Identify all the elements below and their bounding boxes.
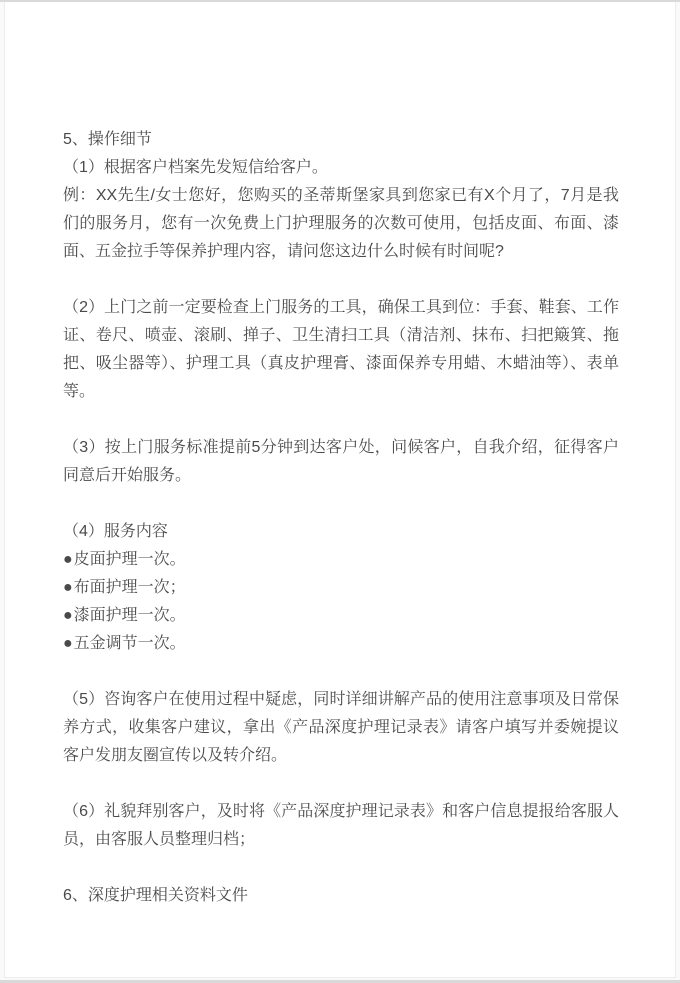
section-heading [63, 126, 619, 154]
bullet-item [63, 630, 619, 658]
bullet-item [63, 546, 619, 574]
text-line: 例：XX先生/女士您好，您购买的圣蒂斯堡家具到您家已有X个月了，7月是我们的服务月，您有一次免费上门护理服务的次数可使用，包括皮面、布面、漆面、五金拉手等保养护理内容，请问您这边什么时候有时间呢? [63, 187, 619, 260]
bullet-item [63, 602, 619, 630]
paragraph [63, 294, 619, 406]
paragraph [63, 686, 619, 770]
bullet-icon: ● [63, 607, 73, 624]
text-line: （1）根据客户档案先发短信给客户。 [63, 159, 328, 176]
text-line: （4）服务内容 [63, 523, 168, 540]
text-line: （2）上门之前一定要检查上门服务的工具，确保工具到位：手套、鞋套、工作证、卷尺、喷壶、滚刷、掸子、卫生清扫工具（清洁剂、抹布、扫把簸箕、拖把、吸尘器等）、护理工具（真皮护理膏、漆面保养专用蜡、木蜡油等）、表单等。 [63, 299, 619, 400]
text-line: （3）按上门服务标准提前5分钟到达客户处，问候客户，自我介绍，征得客户同意后开始服务。 [63, 439, 619, 484]
document-page [4, 0, 676, 978]
text-line: 皮面护理一次。 [73, 551, 186, 568]
paragraph [63, 182, 619, 266]
text-line: 6、深度护理相关资料文件 [63, 887, 248, 904]
paragraph [63, 518, 619, 546]
text-line: 漆面护理一次。 [73, 607, 186, 624]
document-content [63, 126, 619, 910]
paragraph [63, 154, 619, 182]
text-line: （5）咨询客户在使用过程中疑虑，同时详细讲解产品的使用注意事项及日常保养方式，收集客户建议，拿出《产品深度护理记录表》请客户填写并委婉提议客户发朋友圈宣传以及转介绍。 [63, 691, 619, 764]
paragraph [63, 434, 619, 490]
section-heading [63, 882, 619, 910]
page-gap-top [0, 0, 680, 2]
bullet-icon: ● [63, 579, 73, 596]
text-line: 五金调节一次。 [73, 635, 186, 652]
text-line: （6）礼貌拜别客户，及时将《产品深度护理记录表》和客户信息提报给客服人员，由客服人员整理归档； [63, 803, 619, 848]
bullet-item [63, 574, 619, 602]
text-line: 5、操作细节 [63, 131, 152, 148]
bullet-icon: ● [63, 635, 73, 652]
paragraph [63, 798, 619, 854]
text-line: 布面护理一次； [73, 579, 186, 596]
bullet-icon: ● [63, 551, 73, 568]
